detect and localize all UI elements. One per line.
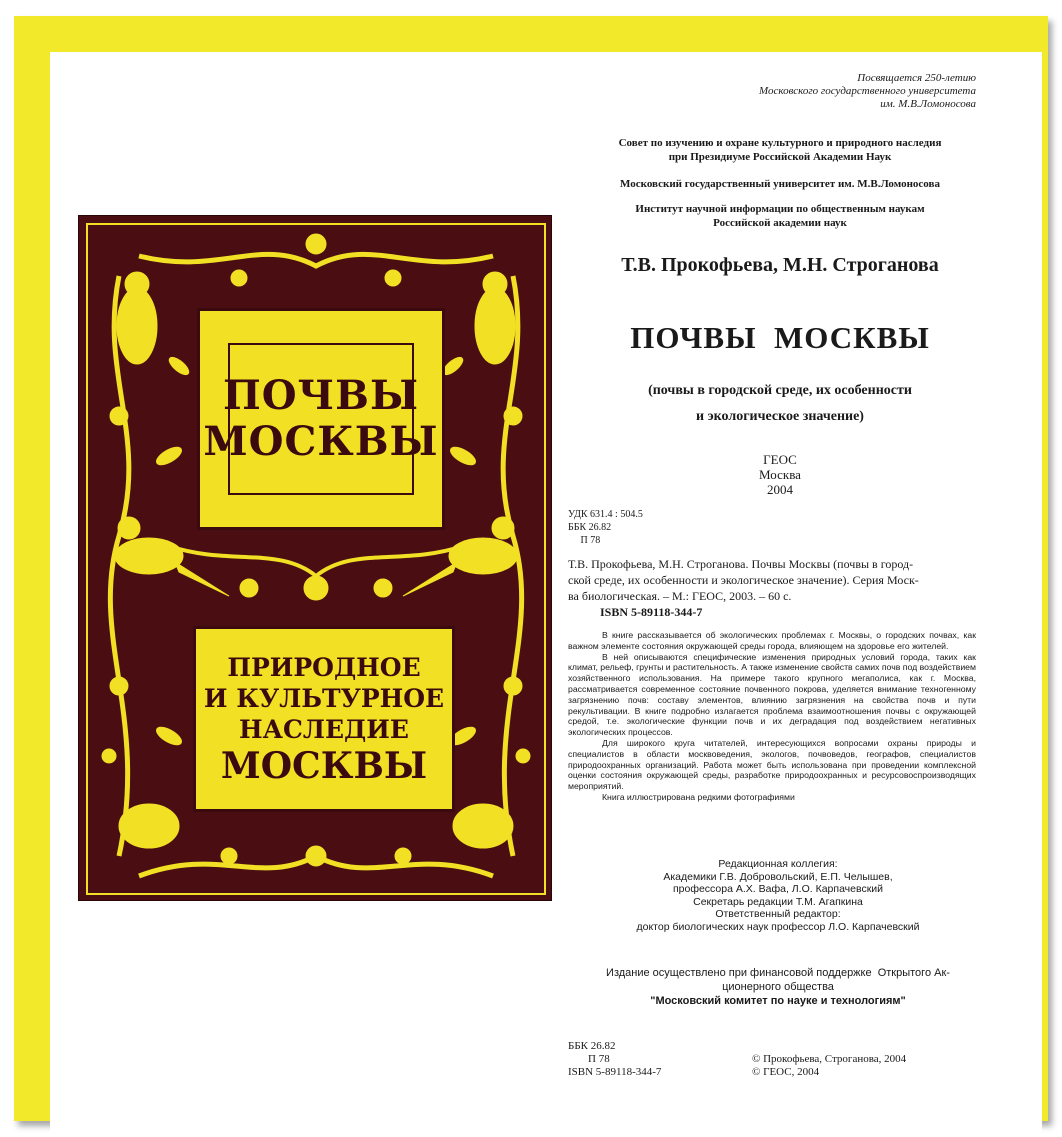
abstract-paragraph: В книге рассказывается об экологических проблемах г. Москвы, о городских почвах, как важном элементе состояния окружающей среды города, влияющем на здоровье его жителей. (568, 630, 976, 651)
biblio-line: Т.В. Прокофьева, М.Н. Строганова. Почвы Москвы (почвы в город- (568, 557, 914, 571)
bibliographic-record (568, 556, 978, 620)
dedication-line: им. М.В.Ломоносова (880, 98, 976, 110)
bbk-code: ББК 26.82 (568, 522, 612, 533)
organization-line: при Президиуме Российской Академии Наук (668, 151, 892, 163)
udk-code: УДК 631.4 : 504.5 (568, 509, 643, 520)
publisher-name: ГЕОС (763, 452, 797, 467)
publisher-city: Москва (759, 467, 801, 482)
copyright-line: © Прокофьева, Строганова, 2004 (752, 1053, 907, 1065)
editorial-line: Редакционная коллегия: (718, 858, 838, 870)
abstract (568, 630, 976, 803)
abstract-paragraph: Книга иллюстрирована редкими фотографиями (602, 791, 795, 802)
cover-series-line-4: МОСКВЫ (220, 744, 428, 787)
book-cover (78, 215, 552, 901)
funding-line: Издание осуществлено при финансовой поддержке Открытого Ак- (606, 967, 950, 979)
publisher-year: 2004 (767, 482, 793, 497)
funding-line: ционерного общества (722, 981, 834, 993)
book-title: ПОЧВЫ МОСКВЫ (630, 320, 930, 355)
biblio-line: ва биологическая. – М.: ГЕОС, 2003. – 60 с. (568, 589, 792, 603)
footer-bbk: ББК 26.82 (568, 1040, 616, 1052)
subtitle-line: и экологическое значение) (696, 409, 864, 424)
cover-series-panel (193, 626, 455, 812)
organization-line: Московский государственный университет им. М.В.Ломоносова (620, 178, 940, 190)
dedication-line: Московского государственного университета (759, 85, 976, 97)
organization-line: Институт научной информации по общественным наукам (635, 203, 925, 215)
authors: Т.В. Прокофьева, М.Н. Строганова (621, 254, 939, 276)
editorial-line: профессора А.Х. Вафа, Л.О. Карпачевский (672, 883, 884, 895)
cover-series-line-2: И КУЛЬТУРНОЕ (203, 683, 445, 713)
udk-block (568, 508, 643, 547)
footer-author-mark: П 78 (588, 1053, 610, 1065)
book-subtitle (550, 378, 1010, 430)
cover-title-line-2: МОСКВЫ (203, 418, 439, 465)
biblio-line: ской среде, их особенности и экологическое значение). Серия Моск- (568, 573, 919, 587)
abstract-paragraph: В ней описываются специфические изменения природных условий города, таких как климат, рельеф, грунты и растительность. А также изменение свойств самих почв под воздействием хозяйственного использования. На примере такого крупного мегаполиса, как г. Москва, рассматривается современное состояние почвенного покрова, уделяется внимание техногенному загрязнению почв: составу элементов, влиянию загрязнения на свойства почв и пути рекультивации. В книге подробно излагается проблема взаимоотношения почвы с окружающей средой, т.е. экологические функции почв и их деградация под воздействием негативных экологических процессов. (568, 651, 976, 738)
editorial-line: Секретарь редакции Т.М. Агапкина (693, 895, 863, 908)
cover-series-line-3: НАСЛЕДИЕ (239, 714, 409, 744)
abstract-paragraph: Для широкого круга читателей, интересующихся вопросами охраны природы и специалистов в области москвоведения, экологов, почвоведов, географов, специалистов природоохранных организаций. Работа может быть использована при проведении комплексной оценки состояния окружающей среды, разработке природоохранных и ресурсовоспроизводящих мероприятий. (568, 737, 976, 792)
footer-codes (568, 1040, 661, 1079)
editorial-line: доктор биологических наук профессор Л.О. Карпачевский (636, 920, 920, 933)
cover-title-line-1: ПОЧВЫ (223, 372, 420, 419)
organization-inion (570, 202, 990, 230)
dedication-line: Посвящается 250-летию (857, 72, 976, 84)
funding-note (568, 966, 988, 1008)
footer-copyright (752, 1053, 906, 1079)
footer-isbn: ISBN 5-89118-344-7 (568, 1066, 662, 1078)
organization-line: Российской академии наук (713, 217, 847, 229)
biblio-isbn: ISBN 5-89118-344-7 (600, 605, 703, 619)
publisher-block (690, 452, 870, 497)
cover-series-line-1: ПРИРОДНОЕ (227, 652, 421, 682)
editorial-board (568, 858, 988, 933)
copyright-line: © ГЕОС, 2004 (752, 1066, 820, 1078)
editorial-line: Академики Г.В. Добровольский, Е.П. Челышев, (663, 870, 893, 883)
subtitle-line: (почвы в городской среде, их особенности (648, 383, 912, 398)
funding-line: "Московский комитет по науке и технологиям" (650, 995, 906, 1007)
dedication (690, 72, 976, 111)
cover-title-panel (197, 308, 445, 530)
organization-msu (570, 177, 990, 191)
organization-line: Совет по изучению и охране культурного и природного наследия (618, 137, 942, 149)
editorial-line: Ответственный редактор: (715, 908, 841, 920)
organization-council (570, 136, 990, 164)
author-mark: П 78 (568, 535, 601, 546)
